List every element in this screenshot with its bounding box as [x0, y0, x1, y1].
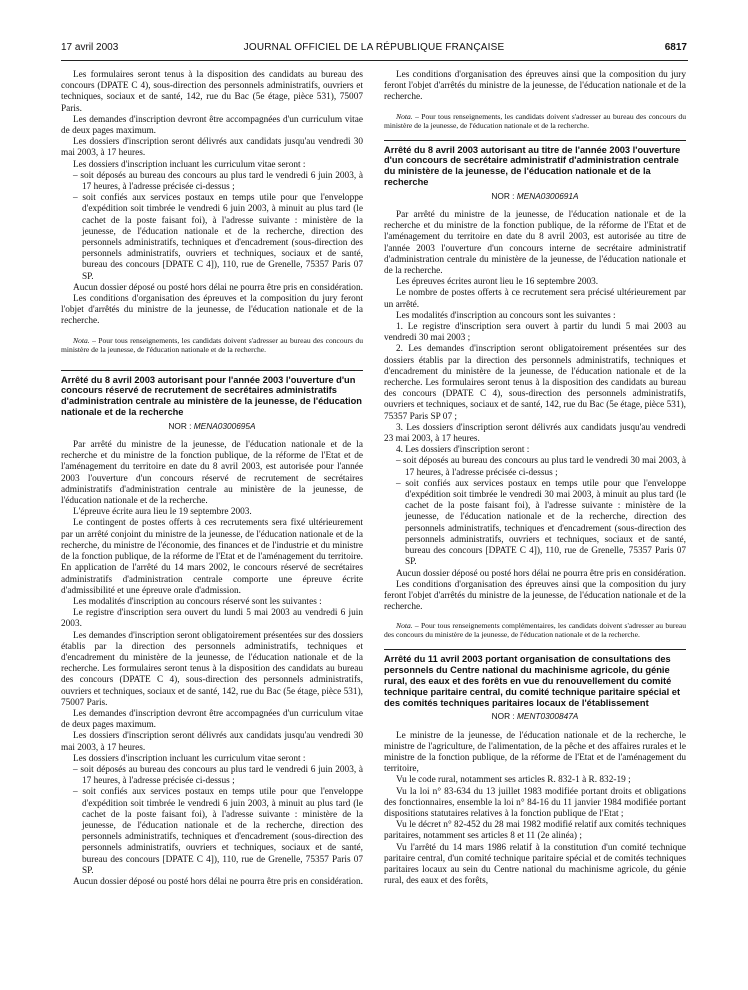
nor-reference	[61, 421, 363, 432]
paragraph: Les demandes d'inscription devront être accompagnées d'un curriculum vitae de deux pages maximum.	[61, 708, 363, 731]
nota-note	[384, 112, 686, 130]
list-item: – soit déposés au bureau des concours au plus tard le vendredi 6 juin 2003, à 17 heures, à l'adresse précisée ci-dessus ;	[73, 764, 363, 787]
paragraph: Vu le décret n° 82-452 du 28 mai 1982 modifié relatif aux comités techniques paritaires, notamment ses articles 8 et 11 (2e alinéa) ;	[384, 820, 686, 842]
paragraph: Les demandes d'inscription devront être accompagnées d'un curriculum vitae de deux pages maximum.	[61, 114, 363, 137]
paragraph: L'épreuve écrite aura lieu le 19 septembre 2003.	[73, 507, 252, 518]
nota-note	[384, 621, 686, 639]
article-title: Arrêté du 8 avril 2003 autorisant au titre de l'année 2003 l'ouverture d'un concours de secrétaire administratif d'administration centrale du ministère de la jeunesse, de l'éducation nationale et de la recherche	[384, 144, 681, 187]
article	[384, 140, 686, 640]
article-rule	[61, 370, 363, 371]
paragraph: Par arrêté du ministre de la jeunesse, de l'éducation nationale et de la recherche et du ministre de la fonction publique, de la réforme de l'Etat et de l'aménagement du territoire en date du 8 avril 2003, est autorisée pour l'année 2003 l'ouverture d'un concours réservé de recrutement de secrétaires administratifs d'administration centrale au ministère de la jeunesse, de l'éducation nationale et de la recherche.	[61, 440, 363, 507]
paragraph: Les épreuves écrites auront lieu le 16 septembre 2003.	[396, 277, 599, 288]
paragraph: Les conditions d'organisation des épreuves et la composition du jury feront l'objet d'arrêtés du ministre de la jeunesse, de l'éducation nationale et de la recherche.	[61, 294, 363, 327]
nota-note	[61, 336, 363, 354]
article-title: Arrêté du 8 avril 2003 autorisant pour l'année 2003 l'ouverture d'un concours réservé de recrutement de secrétaires administratifs d'administration centrale au ministère de la jeunesse, de l'éducation nationale et de la recherche	[61, 374, 362, 418]
paragraph: Aucun dossier déposé ou posté hors délai ne pourra être pris en considération.	[73, 282, 363, 293]
paragraph: Les conditions d'organisation des épreuves ainsi que la composition du jury feront l'objet d'arrêtés du ministre de la jeunesse, de l'éducation nationale et de la recherche.	[384, 579, 686, 613]
issue-date: 17 avril 2003	[61, 42, 119, 53]
nota-text: – Pour tous renseignements complémentaires, les candidats doivent s'adresser au bureau des concours du ministère de la jeunesse, de l'éducation nationale et de la recherche.	[384, 621, 686, 640]
page-number: 6817	[664, 42, 687, 53]
paragraph: Par arrêté du ministre de la jeunesse, de l'éducation nationale et de la recherche et du ministre de la fonction publique, de la réforme de l'Etat et de l'aménagement du territoire en date du 8 avril 2003, est autorisée au titre de l'année 2003 l'ouverture d'un concours interne de secrétaire administratif d'administration centrale du ministère de la jeunesse, de l'éducation nationale et de la recherche.	[384, 210, 686, 277]
paragraph: Vu la loi n° 83-634 du 13 juillet 1983 modifiée portant droits et obligations des fonctionnaires, ensemble la loi n° 84-16 du 11 janvier 1984 modifiée portant dispositions statutaires relatives à la fonction publique de l'Etat ;	[384, 786, 686, 819]
paragraph: Les modalités d'inscription au concours réservé sont les suivantes :	[73, 596, 322, 607]
nota-text: – Pour tous renseignements, les candidats doivent s'adresser au bureau des concours du ministère de la jeunesse, de l'éducation nationale et de la recherche.	[61, 335, 363, 354]
right-column	[384, 70, 686, 887]
header-rule	[61, 60, 688, 61]
paragraph: Les dossiers d'inscription seront délivrés aux candidats jusqu'au vendredi 30 mai 2003, à 17 heures.	[61, 137, 363, 159]
paragraph: 4. Les dossiers d'inscription seront :	[396, 445, 530, 456]
paragraph: 2. Les demandes d'inscription seront obligatoirement présentées sur des dossiers établis par la direction des personnels administratifs, techniques et d'encadrement du ministère de la jeunesse, de l'éducation nationale et de la recherche. Les formulaires seront tenus à la disposition des candidats au bureau des concours (DPATE C 4), sous-direction des personnels administratifs, ouvriers et techniques, sociaux et de santé, 142, rue du Bac (5e étage, pièce 531), 75357 Paris SP 07 ;	[384, 344, 686, 422]
paragraph: Les conditions d'organisation des épreuves ainsi que la composition du jury feront l'objet d'arrêtés du ministre de la jeunesse, de l'éducation nationale et de la recherche.	[384, 70, 686, 103]
article-rule	[384, 649, 686, 650]
paragraph: Aucun dossier déposé ou posté hors délai ne pourra être pris en considération.	[396, 568, 686, 579]
paragraph: Le registre d'inscription sera ouvert du lundi 5 mai 2003 au vendredi 6 juin 2003.	[61, 608, 363, 630]
paragraph: Les demandes d'inscription seront obligatoirement présentées sur des dossiers établis par la direction des personnels administratifs, techniques et d'encadrement du ministère de la jeunesse, de l'éducation nationale et de la recherche. Les formulaires seront tenus à la disposition des candidats au bureau des concours (DPATE C 4), sous-direction des personnels administratifs, ouvriers et techniques, sociaux et de santé, 142, rue du Bac (5e étage, pièce 531), 75007 Paris.	[61, 630, 363, 708]
paragraph: Vu le code rural, notamment ses articles R. 832-1 à R. 832-19 ;	[396, 775, 631, 786]
nota-text: – Pour tous renseignements, les candidats doivent s'adresser au bureau des concours du ministère de la jeunesse, de l'éducation nationale et de la recherche.	[384, 111, 686, 130]
paragraph: Le contingent de postes offerts à ces recrutements sera fixé ultérieurement par un arrêté conjoint du ministre de la jeunesse, de l'éducation nationale et de la recherche, du ministre de l'économie, des finances et de l'industrie et du ministre de la fonction publique, de la réforme de l'Etat et de l'aménagement du territoire. En application de l'arrêté du 14 mars 2002, le concours réservé de secrétaires administratifs d'administration centrale comporte une épreuve écrite d'admissibilité et une épreuve orale d'admission.	[61, 518, 363, 596]
article-rule	[384, 140, 686, 141]
nor-label: NOR :	[168, 420, 194, 431]
paragraph: Aucun dossier déposé ou posté hors délai ne pourra être pris en considération.	[73, 876, 363, 887]
left-column	[61, 70, 363, 888]
nor-id: MENT0300847A	[517, 711, 579, 722]
paragraph: 1. Le registre d'inscription sera ouvert à partir du lundi 5 mai 2003 au vendredi 30 mai 2003 ;	[384, 322, 686, 344]
paragraph: Les dossiers d'inscription incluant les curriculum vitae seront :	[73, 753, 306, 764]
paragraph: 3. Les dossiers d'inscription seront délivrés aux candidats jusqu'au vendredi 23 mai 2003, à 17 heures.	[384, 422, 686, 445]
article-title: Arrêté du 11 avril 2003 portant organisation de consultations des personnels du Centre national du machinisme agricole, du génie rural, des eaux et des forêts en vue du renouvellement du comité technique paritaire central, du comité technique paritaire spécial et des comités techniques paritaires locaux de l'établissement	[384, 654, 681, 708]
list-item: – soit confiés aux services postaux en temps utile pour que l'enveloppe d'expédition soit timbrée le vendredi 6 juin 2003, à minuit au plus tard (le cachet de la poste faisant foi), à l'adresse suivante : ministère de la jeunesse, de l'éducation nationale et de la recherche, direction des personnels administratifs, techniques et d'encadrement (sous-direction des personnels administratifs, ouvriers et techniques, sociaux et de santé, bureau des concours [DPATE C 4]), 110, rue de Grenelle, 75357 Paris 07 SP.	[73, 193, 363, 282]
paragraph: Vu l'arrêté du 14 mars 1986 relatif à la constitution d'un comité technique paritaire central, d'un comité technique paritaire spécial et de comités techniques paritaires locaux au sein du Centre national du machinisme agricole, du génie rural, des eaux et des forêts,	[384, 842, 686, 887]
page-header	[0, 42, 748, 58]
nor-id: MENA0300691A	[516, 190, 579, 201]
paragraph: Les formulaires seront tenus à la disposition des candidats au bureau des concours (DPATE C 4), sous-direction des personnels administratifs, ouvriers et techniques, sociaux et de santé, 142, rue du Bac (5e étage, pièce 531), 75007 Paris.	[61, 70, 363, 114]
list	[384, 456, 686, 568]
nota-label: Nota.	[396, 111, 413, 121]
paragraph: Le nombre de postes offerts à ce recrutement sera précisé ultérieurement par un arrêté.	[384, 288, 686, 310]
list-item: – soit confiés aux services postaux en temps utile pour que l'enveloppe d'expédition soit timbrée le vendredi 30 mai 2003, à minuit au plus tard (le cachet de la poste faisant foi), à l'adresse suivante : ministère de la jeunesse, de l'éducation nationale et de la recherche, direction des personnels administratifs, techniques et d'encadrement (sous-direction des personnels administratifs, ouvriers et techniques, sociaux et de santé, bureau des concours [DPATE C 4]), 110, rue de Grenelle, 75357 Paris 07 SP.	[396, 478, 686, 568]
nota-label: Nota.	[396, 621, 413, 631]
nor-id: MENA0300695A	[193, 420, 256, 431]
paragraph: Les dossiers d'inscription incluant les curriculum vitae seront :	[73, 159, 306, 170]
nor-label: NOR :	[491, 711, 517, 722]
paragraph: Les modalités d'inscription au concours sont les suivantes :	[396, 310, 616, 321]
paragraph: Le ministre de la jeunesse, de l'éducation nationale et de la recherche, le ministre de l'agriculture, de l'alimentation, de la pêche et des affaires rurales et le ministre de la fonction publique, de la réforme de l'Etat et de l'aménagement du territoire,	[384, 730, 686, 775]
paragraph: Les dossiers d'inscription seront délivrés aux candidats jusqu'au vendredi 30 mai 2003, à 17 heures.	[61, 731, 363, 753]
article	[384, 649, 686, 887]
list-item: – soit déposés au bureau des concours au plus tard le vendredi 6 juin 2003, à 17 heures, à l'adresse précisée ci-dessus ;	[73, 170, 363, 193]
list	[61, 765, 363, 877]
article	[61, 370, 363, 889]
nor-label: NOR :	[491, 190, 517, 201]
journal-title: JOURNAL OFFICIEL DE LA RÉPUBLIQUE FRANÇAISE	[243, 42, 505, 53]
nor-reference	[384, 191, 686, 202]
nor-reference	[384, 711, 686, 722]
list-item: – soit confiés aux services postaux en temps utile pour que l'enveloppe d'expédition soit timbrée le vendredi 6 juin 2003, à minuit au plus tard (le cachet de la poste faisant foi), à l'adresse suivante : ministère de la jeunesse, de l'éducation nationale et de la recherche, direction des personnels administratifs, techniques et d'encadrement (sous-direction des personnels administratifs, ouvriers et techniques, sociaux et de santé, bureau des concours [DPATE C 4]), 110, rue de Grenelle, 75357 Paris 07 SP.	[73, 787, 363, 876]
list-item: – soit déposés au bureau des concours au plus tard le vendredi 30 mai 2003, à 17 heures, à l'adresse précisée ci-dessus ;	[396, 456, 686, 478]
nota-label: Nota.	[73, 335, 90, 345]
list	[61, 171, 363, 283]
